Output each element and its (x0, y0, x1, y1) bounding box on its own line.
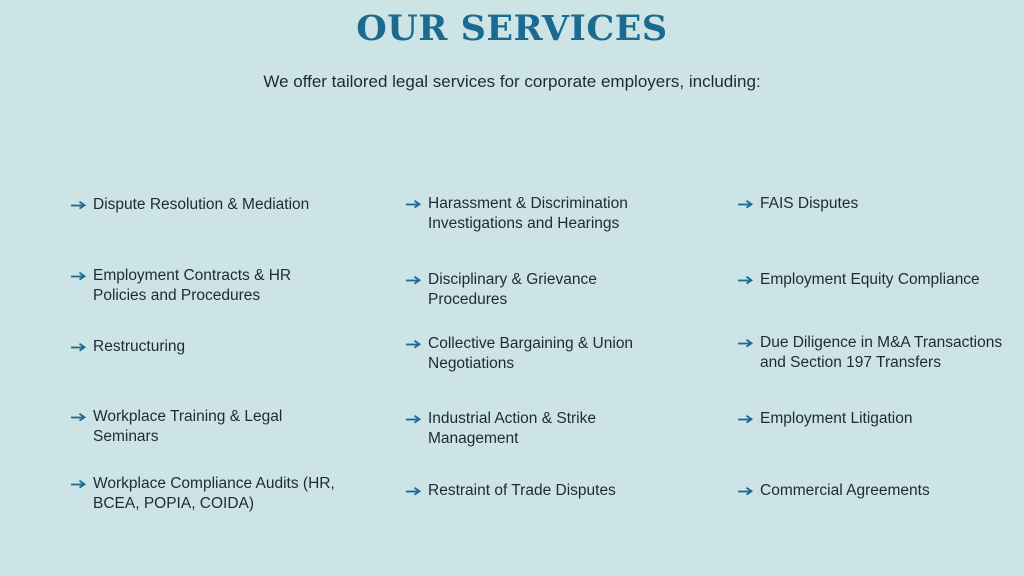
arrow-right-icon (405, 481, 422, 501)
service-item-restructuring (70, 337, 185, 357)
service-label-continued: Policies and Procedures (93, 287, 261, 304)
service-label: Employment Contracts & HR (93, 267, 292, 284)
service-item-harassment (405, 194, 628, 234)
service-label: FAIS Disputes (760, 195, 859, 212)
service-label-continued: and Section 197 Transfers (760, 354, 941, 371)
service-label: Industrial Action & Strike (428, 410, 596, 427)
service-label: Employment Equity Compliance (760, 271, 980, 288)
service-item-workplace-training (70, 407, 282, 447)
service-label-continued: Investigations and Hearings (428, 215, 620, 232)
service-item-commercial-agreements (737, 481, 930, 501)
service-item-disciplinary (405, 270, 597, 310)
service-label-continued: Management (428, 430, 519, 447)
service-label: Disciplinary & Grievance (428, 271, 597, 288)
service-label: Workplace Compliance Audits (HR, (93, 475, 335, 492)
page-subtitle: We offer tailored legal services for corporate employers, including: (263, 72, 761, 91)
service-item-employment-litigation (737, 409, 913, 429)
arrow-right-icon (737, 270, 754, 290)
service-item-due-diligence (737, 333, 1002, 373)
service-label: Restraint of Trade Disputes (428, 482, 616, 499)
service-item-fais-disputes (737, 194, 858, 214)
service-label-continued: Procedures (428, 291, 508, 308)
service-label: Due Diligence in M&A Transactions (760, 334, 1003, 351)
service-label: Dispute Resolution & Mediation (93, 196, 310, 213)
arrow-right-icon (405, 409, 422, 429)
service-label: Restructuring (93, 338, 186, 355)
arrow-right-icon (737, 333, 754, 353)
service-label-continued: Negotiations (428, 355, 515, 372)
service-label-continued: BCEA, POPIA, COIDA) (93, 495, 255, 512)
service-label: Harassment & Discrimination (428, 195, 628, 212)
arrow-right-icon (737, 409, 754, 429)
service-item-restraint-of-trade (405, 481, 616, 501)
service-label: Employment Litigation (760, 410, 913, 427)
service-item-industrial-action (405, 409, 596, 449)
service-item-employment-equity (737, 270, 980, 290)
arrow-right-icon (70, 474, 87, 494)
arrow-right-icon (70, 195, 87, 215)
arrow-right-icon (405, 270, 422, 290)
service-label: Collective Bargaining & Union (428, 335, 634, 352)
service-label: Commercial Agreements (760, 482, 930, 499)
service-label-continued: Seminars (93, 428, 159, 445)
arrow-right-icon (70, 266, 87, 286)
page-title: OUR SERVICES (356, 8, 668, 49)
service-item-employment-contracts (70, 266, 291, 306)
service-label: Workplace Training & Legal (93, 408, 283, 425)
arrow-right-icon (405, 334, 422, 354)
arrow-right-icon (737, 481, 754, 501)
service-item-compliance-audits (70, 474, 335, 514)
arrow-right-icon (737, 194, 754, 214)
arrow-right-icon (405, 194, 422, 214)
service-item-collective-bargaining (405, 334, 633, 374)
service-item-dispute-resolution (70, 195, 309, 215)
arrow-right-icon (70, 337, 87, 357)
arrow-right-icon (70, 407, 87, 427)
